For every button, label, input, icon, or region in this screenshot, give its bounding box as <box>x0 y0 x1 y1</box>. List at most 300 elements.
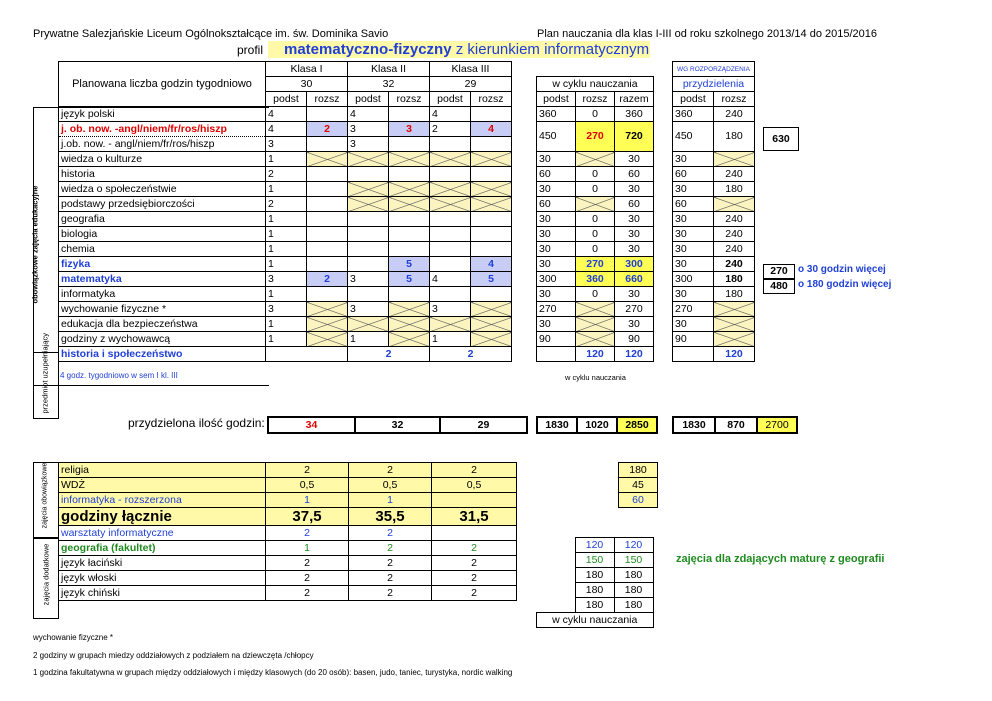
hours-cell <box>430 182 471 197</box>
cycle-rozsz: 0 <box>576 287 615 302</box>
extra-note-fizyka: o 30 godzin więcej <box>798 264 886 275</box>
wg-podst: 60 <box>673 167 714 182</box>
hours-cell <box>430 242 471 257</box>
additional-name: język łaciński <box>59 556 266 571</box>
compulsory-k1: 2 <box>266 463 349 478</box>
subject-name: biologia <box>59 227 266 242</box>
compulsory-name: WDŻ <box>59 478 266 493</box>
hours-cell <box>348 257 389 272</box>
additional-row <box>59 541 517 556</box>
wg-rozsz: 120 <box>714 347 755 362</box>
additional-b: 180 <box>614 568 653 583</box>
profil-rest: z kierunkiem informatycznym <box>451 41 650 58</box>
wg-label: WG ROZPORZĄDZENIA <box>673 62 755 77</box>
subject-name: informatyka <box>59 287 266 302</box>
additional-b: 120 <box>614 538 653 553</box>
hours-cell <box>389 227 430 242</box>
cycle-row <box>537 287 654 302</box>
cycle-razem: 30 <box>615 287 654 302</box>
hours-cell: 3 <box>266 137 307 152</box>
total-cz: 2850 <box>617 417 657 433</box>
comp-total-table <box>578 462 658 508</box>
wg-rozsz: 180 <box>714 182 755 197</box>
wg-row <box>673 152 755 167</box>
hours-cell <box>389 197 430 212</box>
cycle-podst: 30 <box>537 242 576 257</box>
hours-cell <box>471 242 512 257</box>
hours-cell <box>348 227 389 242</box>
hours-cell <box>471 332 512 347</box>
additional-name: geografia (fakultet) <box>59 541 266 556</box>
compulsory-row <box>59 493 517 508</box>
profil-main: matematyczno-fizyczny <box>284 41 452 58</box>
hours-cell <box>389 242 430 257</box>
wg-rozsz: 180 <box>714 272 755 287</box>
wg-podst: 30 <box>673 152 714 167</box>
wg-row <box>673 107 755 122</box>
subject-name: godziny z wychowawcą <box>59 332 266 347</box>
hours-cell <box>471 212 512 227</box>
hours-cell: 5 <box>389 257 430 272</box>
hours-cell: 3 <box>348 302 389 317</box>
compulsory-k2: 1 <box>349 493 432 508</box>
subject-row <box>59 137 512 152</box>
additional-row <box>59 586 517 601</box>
cycle-rozsz <box>576 152 615 167</box>
hours-cell <box>389 317 430 332</box>
cycle-razem: 300 <box>615 257 654 272</box>
compulsory-k3: 0,5 <box>432 478 517 493</box>
hours-cell <box>307 107 348 122</box>
cycle-row <box>537 167 654 182</box>
compulsory-total: 60 <box>619 493 658 508</box>
cycle-rozsz: 0 <box>576 212 615 227</box>
cycle-podst: 360 <box>537 107 576 122</box>
wg-row <box>673 317 755 332</box>
cycle-podst: 60 <box>537 197 576 212</box>
hours-cell: 2 <box>307 272 348 287</box>
total-cp: 1830 <box>537 417 577 433</box>
hours-cell: 4 <box>471 122 512 137</box>
cycle-row <box>537 257 654 272</box>
hours-3: 29 <box>430 77 512 92</box>
compulsory-k2: 35,5 <box>349 508 432 526</box>
hours-cell: 1 <box>266 182 307 197</box>
hours-cell <box>471 182 512 197</box>
totals-wg <box>672 416 798 434</box>
hours-cell <box>307 212 348 227</box>
col-podst: podst <box>430 92 471 107</box>
cycle-row <box>537 302 654 317</box>
hours-cell <box>348 242 389 257</box>
hours-cell <box>348 167 389 182</box>
cycle-rozsz: 0 <box>576 227 615 242</box>
additional-k2: 2 <box>349 541 432 556</box>
wg-podst: 30 <box>673 212 714 227</box>
hours-cell: 3 <box>430 302 471 317</box>
additional-name: język chiński <box>59 586 266 601</box>
hours-cell: 5 <box>471 272 512 287</box>
cycle-podst: 30 <box>537 257 576 272</box>
hours-cell <box>389 152 430 167</box>
hours-cell <box>307 302 348 317</box>
total-wz: 2700 <box>757 417 797 433</box>
hours-cell: 3 <box>266 302 307 317</box>
cycle-rozsz: 0 <box>576 107 615 122</box>
planned-label: Planowana liczba godzin tygodniowo <box>59 62 266 107</box>
additional-total-row <box>537 568 654 583</box>
hours-1: 30 <box>266 77 348 92</box>
hours-cell: 1 <box>266 257 307 272</box>
additional-k1: 2 <box>266 571 349 586</box>
subject-name: j.ob. now. - angl/niem/fr/ros/hiszp <box>59 137 266 152</box>
wg-row <box>673 122 755 152</box>
hours-cell: 5 <box>389 272 430 287</box>
col-podst: podst <box>673 92 714 107</box>
cycle-label: w cyklu nauczania <box>537 77 654 92</box>
hours-cell <box>430 257 471 272</box>
additional-a: 180 <box>575 598 614 613</box>
hours-cell <box>471 317 512 332</box>
additional-total-row <box>537 598 654 613</box>
cycle-podst: 30 <box>537 212 576 227</box>
additional-b: 180 <box>614 583 653 598</box>
col-rozsz: rozsz <box>307 92 348 107</box>
profil-label: profil <box>237 43 264 57</box>
cycle-row <box>537 182 654 197</box>
hours-cell: 1 <box>266 212 307 227</box>
hours-cell: 4 <box>430 107 471 122</box>
cycle-podst <box>537 347 576 362</box>
compulsory-k2: 0,5 <box>349 478 432 493</box>
hours-cell: 1 <box>266 227 307 242</box>
extra-note-mat: o 180 godzin więcej <box>798 279 892 290</box>
hours-cell: 3 <box>348 122 389 137</box>
hours-cell <box>307 167 348 182</box>
additional-k1: 1 <box>266 541 349 556</box>
additional-k3: 2 <box>432 541 517 556</box>
wg-row <box>673 167 755 182</box>
additional-row <box>59 571 517 586</box>
subject-row <box>59 272 512 287</box>
extra-270: 270 <box>763 264 795 279</box>
cycle-podst: 30 <box>537 152 576 167</box>
hours-cell <box>307 152 348 167</box>
subject-row <box>59 212 512 227</box>
total-cr: 1020 <box>577 417 617 433</box>
hours-cell <box>348 197 389 212</box>
additional-row <box>59 556 517 571</box>
hours-cell: 2 <box>430 122 471 137</box>
total-k3: 29 <box>440 417 527 433</box>
wg-row <box>673 182 755 197</box>
cycle-razem: 30 <box>615 242 654 257</box>
class-2: Klasa II <box>348 62 430 77</box>
hours-cell <box>471 137 512 152</box>
subject-row <box>59 107 512 122</box>
hours-cell: 4 <box>266 107 307 122</box>
wg-rozsz: 240 <box>714 242 755 257</box>
additional-total-row <box>537 583 654 598</box>
cycle-rozsz: 120 <box>576 347 615 362</box>
spacer <box>578 478 619 493</box>
wg-row <box>673 272 755 287</box>
col-rozsz: rozsz <box>714 92 755 107</box>
compulsory-row <box>59 508 517 526</box>
cycle-row <box>537 317 654 332</box>
hours-cell <box>389 107 430 122</box>
wg-podst: 30 <box>673 182 714 197</box>
hours-2: 32 <box>348 77 430 92</box>
additional-k1: 2 <box>266 586 349 601</box>
additional-a: 180 <box>575 583 614 598</box>
compulsory-name: informatyka - rozszerzona <box>59 493 266 508</box>
additional-a: 120 <box>575 538 614 553</box>
spacer <box>578 493 619 508</box>
hours-cell <box>430 167 471 182</box>
wg-rozsz: 240 <box>714 167 755 182</box>
hours-cell: 3 <box>389 122 430 137</box>
cycle-razem: 60 <box>615 197 654 212</box>
cycle-rozsz: 0 <box>576 182 615 197</box>
cycle-row <box>537 242 654 257</box>
total-wr: 870 <box>715 417 757 433</box>
subject-name: historia <box>59 167 266 182</box>
hours-cell <box>430 287 471 302</box>
hours-cell <box>471 227 512 242</box>
total-wp: 1830 <box>673 417 715 433</box>
cycle-razem: 720 <box>615 122 654 152</box>
hours-cell <box>389 167 430 182</box>
cycle-razem: 30 <box>615 152 654 167</box>
cycle-row <box>537 152 654 167</box>
cycle-row <box>537 227 654 242</box>
spacer <box>537 583 576 598</box>
additional-k1: 2 <box>266 526 349 541</box>
subject-name: chemia <box>59 242 266 257</box>
cycle-rozsz: 270 <box>576 257 615 272</box>
compulsory-row <box>59 478 517 493</box>
hours-cell <box>307 182 348 197</box>
subject-row <box>59 317 512 332</box>
hours-cell <box>348 287 389 302</box>
subject-name: podstawy przedsiębiorczości <box>59 197 266 212</box>
cycle-row <box>537 272 654 287</box>
hours-cell <box>307 287 348 302</box>
hours-cell <box>430 317 471 332</box>
col-podst: podst <box>266 92 307 107</box>
additional-k3: 2 <box>432 571 517 586</box>
cycle-razem: 90 <box>615 332 654 347</box>
compulsory-total-row <box>578 493 658 508</box>
hours-cell <box>471 197 512 212</box>
compulsory-k1: 37,5 <box>266 508 349 526</box>
hours-cell: 1 <box>266 317 307 332</box>
hours-cell <box>430 227 471 242</box>
additional-a: 150 <box>575 553 614 568</box>
hours-cell <box>471 152 512 167</box>
cycle-razem: 30 <box>615 227 654 242</box>
col-rozsz: rozsz <box>576 92 615 107</box>
hours-cell: 1 <box>266 242 307 257</box>
hours-cell <box>348 152 389 167</box>
col-razem: razem <box>615 92 654 107</box>
spacer <box>537 538 576 553</box>
total-k2: 32 <box>355 417 440 433</box>
additional-b: 150 <box>614 553 653 568</box>
subject-name: wiedza o kulturze <box>59 152 266 167</box>
cycle-razem: 270 <box>615 302 654 317</box>
extra-table <box>58 462 517 601</box>
footnote-3: 1 godzina fakultatywna w grupach między oddziałowych i między klasowych (do 20 osób): basen, judo, taniec, turystyka, nordic walking <box>33 668 513 677</box>
additional-b: 180 <box>614 598 653 613</box>
wg-podst: 30 <box>673 317 714 332</box>
subject-name: matematyka <box>59 272 266 287</box>
hours-cell <box>348 212 389 227</box>
wg-row <box>673 227 755 242</box>
compulsory-name: godziny łącznie <box>59 508 266 526</box>
hours-cell <box>348 317 389 332</box>
subject-row <box>59 152 512 167</box>
hours-table <box>58 61 512 362</box>
additional-a: 180 <box>575 568 614 583</box>
cycle-podst: 60 <box>537 167 576 182</box>
wg-rozsz <box>714 317 755 332</box>
additional-k2: 2 <box>349 556 432 571</box>
cycle-rozsz <box>576 302 615 317</box>
hours-cell <box>430 197 471 212</box>
wg-rozsz: 240 <box>714 212 755 227</box>
compulsory-total-row <box>578 463 658 478</box>
hours-cell: 1 <box>266 287 307 302</box>
subject-row <box>59 332 512 347</box>
col-rozsz: rozsz <box>471 92 512 107</box>
subject-name: edukacja dla bezpieczeństwa <box>59 317 266 332</box>
hours-cell: 1 <box>430 332 471 347</box>
cycle-rozsz: 0 <box>576 167 615 182</box>
cycle-podst: 30 <box>537 287 576 302</box>
additional-row <box>59 526 517 541</box>
cycle-razem: 30 <box>615 212 654 227</box>
total-k1: 34 <box>268 417 355 433</box>
hours-cell <box>389 287 430 302</box>
school-name: Prywatne Salezjańskie Liceum Ogólnokształcące im. św. Dominika Savio <box>33 28 389 40</box>
wg-podst: 30 <box>673 242 714 257</box>
supp-cycle: w cyklu nauczania <box>565 373 626 382</box>
wg-rozsz <box>714 332 755 347</box>
subject-name: j. ob. now. -angl/niem/fr/ros/hiszp <box>59 122 266 137</box>
supp-note: 4 godz. tygodniowo w sem I kl. III <box>60 371 178 380</box>
hours-cell <box>430 152 471 167</box>
cycle-row <box>537 107 654 122</box>
subject-row <box>59 167 512 182</box>
supplementary-row <box>59 347 512 362</box>
wg-podst: 30 <box>673 257 714 272</box>
cycle-rozsz <box>576 332 615 347</box>
spacer <box>537 553 576 568</box>
compulsory-k3 <box>432 493 517 508</box>
cycle-podst: 90 <box>537 332 576 347</box>
hours-cell <box>307 227 348 242</box>
wg-rozsz: 240 <box>714 107 755 122</box>
footnote-1: wychowanie fizyczne * <box>33 633 114 642</box>
cycle-row <box>537 332 654 347</box>
wg-row <box>673 332 755 347</box>
wg-podst: 300 <box>673 272 714 287</box>
cycle-razem: 660 <box>615 272 654 287</box>
col-podst: podst <box>348 92 389 107</box>
compulsory-k3: 31,5 <box>432 508 517 526</box>
subject-row <box>59 257 512 272</box>
compulsory-name: religia <box>59 463 266 478</box>
cycle-row <box>537 347 654 362</box>
wg-podst: 360 <box>673 107 714 122</box>
compulsory-row <box>59 463 517 478</box>
hours-cell: 3 <box>348 137 389 152</box>
cycle-podst: 30 <box>537 227 576 242</box>
hours-cell <box>471 287 512 302</box>
totals-cycle <box>536 416 658 434</box>
hours-cell <box>389 332 430 347</box>
wg-row <box>673 347 755 362</box>
spacer <box>537 568 576 583</box>
class-3: Klasa III <box>430 62 512 77</box>
cycle-row <box>537 212 654 227</box>
cycle-razem: 30 <box>615 182 654 197</box>
additional-k3 <box>432 526 517 541</box>
hours-cell <box>307 332 348 347</box>
subject-row <box>59 287 512 302</box>
wg-row <box>673 242 755 257</box>
compulsory-k3: 2 <box>432 463 517 478</box>
wg-row <box>673 257 755 272</box>
cycle-podst: 450 <box>537 122 576 152</box>
hours-cell: 2 <box>266 197 307 212</box>
hours-cell <box>307 242 348 257</box>
hours-cell <box>389 182 430 197</box>
spacer <box>578 463 619 478</box>
cycle-rozsz <box>576 317 615 332</box>
add-cycle: w cyklu nauczania <box>537 613 654 628</box>
subject-row <box>59 227 512 242</box>
cycle-rozsz: 270 <box>576 122 615 152</box>
side-label-uzup: przedmiot uzupełniający <box>40 333 50 414</box>
wg-podst: 30 <box>673 227 714 242</box>
supp-name: historia i społeczeństwo <box>59 347 266 362</box>
wg-rozsz: 240 <box>714 257 755 272</box>
hours-cell <box>307 257 348 272</box>
hours-cell: 4 <box>266 122 307 137</box>
hours-cell <box>430 137 471 152</box>
additional-name: warsztaty informatyczne <box>59 526 266 541</box>
wg-rozsz <box>714 152 755 167</box>
hours-cell: 1 <box>266 332 307 347</box>
spacer <box>537 598 576 613</box>
cycle-podst: 300 <box>537 272 576 287</box>
hours-cell: 4 <box>471 257 512 272</box>
hours-cell <box>389 212 430 227</box>
additional-total-row <box>537 553 654 568</box>
subject-row <box>59 122 512 137</box>
side-label-obow: obowiązkowe zajęcia edukacyjne <box>30 185 40 304</box>
hours-cell: 2 <box>266 167 307 182</box>
additional-k2: 2 <box>349 586 432 601</box>
wg-table <box>672 61 755 362</box>
wg-podst: 30 <box>673 287 714 302</box>
hours-cell: 1 <box>348 332 389 347</box>
wg-podst <box>673 347 714 362</box>
cycle-row <box>537 122 654 152</box>
